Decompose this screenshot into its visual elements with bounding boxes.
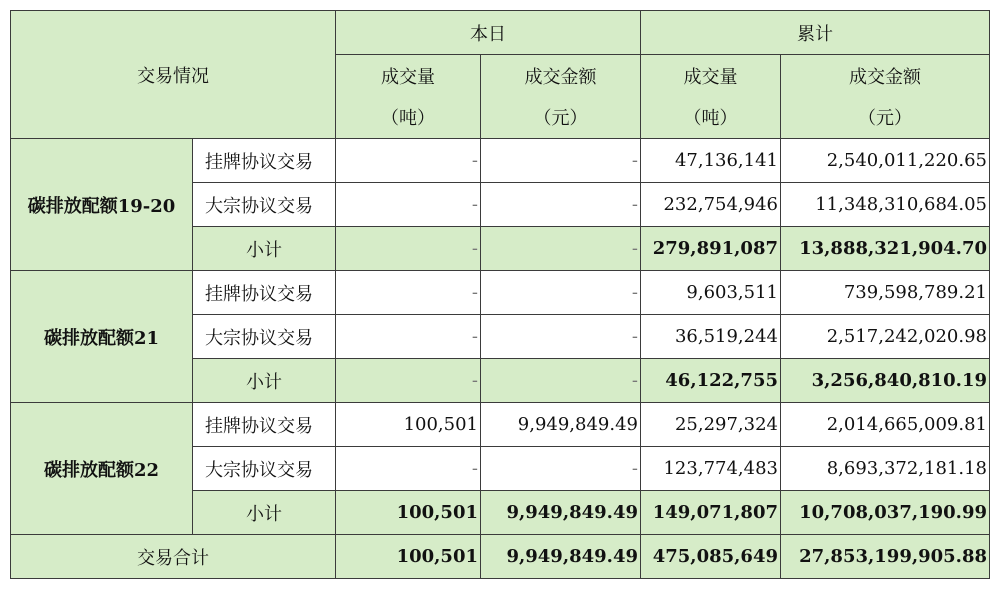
- today-amount: 9,949,849.49: [481, 403, 641, 447]
- trade-type: 大宗协议交易: [193, 447, 336, 491]
- today-volume: 100,501: [336, 491, 481, 535]
- header-today-amount-unit: （元）: [481, 97, 641, 139]
- total-row: [11, 535, 990, 579]
- cum-amount: 739,598,789.21: [781, 271, 990, 315]
- total-today-volume: 100,501: [336, 535, 481, 579]
- subtotal-label: 小计: [193, 227, 336, 271]
- header-trading-situation: 交易情况: [11, 11, 336, 139]
- today-amount: -: [481, 447, 641, 491]
- cum-amount: 2,014,665,009.81: [781, 403, 990, 447]
- header-cumulative: 累计: [641, 11, 990, 55]
- cum-volume: 9,603,511: [641, 271, 781, 315]
- today-volume: 100,501: [336, 403, 481, 447]
- cum-amount: 2,517,242,020.98: [781, 315, 990, 359]
- header-cum-amount: 成交金额: [781, 55, 990, 97]
- trade-type: 挂牌协议交易: [193, 139, 336, 183]
- trade-type: 挂牌协议交易: [193, 403, 336, 447]
- header-cum-volume-unit: （吨）: [641, 97, 781, 139]
- today-volume: -: [336, 447, 481, 491]
- cum-volume: 149,071,807: [641, 491, 781, 535]
- subtotal-label: 小计: [193, 359, 336, 403]
- cum-amount: 2,540,011,220.65: [781, 139, 990, 183]
- today-amount: -: [481, 315, 641, 359]
- trade-type: 挂牌协议交易: [193, 271, 336, 315]
- cum-amount: 3,256,840,810.19: [781, 359, 990, 403]
- today-volume: -: [336, 359, 481, 403]
- header-today: 本日: [336, 11, 641, 55]
- header-today-volume-unit: （吨）: [336, 97, 481, 139]
- cum-volume: 36,519,244: [641, 315, 781, 359]
- trade-type: 大宗协议交易: [193, 315, 336, 359]
- today-amount: -: [481, 183, 641, 227]
- today-volume: -: [336, 315, 481, 359]
- group-name: 碳排放配额19-20: [11, 139, 193, 271]
- today-volume: -: [336, 139, 481, 183]
- today-amount: -: [481, 271, 641, 315]
- cum-amount: 10,708,037,190.99: [781, 491, 990, 535]
- today-amount: 9,949,849.49: [481, 491, 641, 535]
- cum-volume: 279,891,087: [641, 227, 781, 271]
- total-cum-amount: 27,853,199,905.88: [781, 535, 990, 579]
- today-volume: -: [336, 183, 481, 227]
- cum-amount: 8,693,372,181.18: [781, 447, 990, 491]
- today-amount: -: [481, 359, 641, 403]
- header-today-amount: 成交金额: [481, 55, 641, 97]
- cum-volume: 46,122,755: [641, 359, 781, 403]
- today-amount: -: [481, 227, 641, 271]
- group-name: 碳排放配额22: [11, 403, 193, 535]
- carbon-trading-table: [10, 10, 990, 579]
- header-cum-amount-unit: （元）: [781, 97, 990, 139]
- group-name: 碳排放配额21: [11, 271, 193, 403]
- cum-volume: 47,136,141: [641, 139, 781, 183]
- subtotal-label: 小计: [193, 491, 336, 535]
- header-today-volume: 成交量: [336, 55, 481, 97]
- table-row: [11, 403, 990, 447]
- table-row: [11, 139, 990, 183]
- today-volume: -: [336, 271, 481, 315]
- cum-amount: 11,348,310,684.05: [781, 183, 990, 227]
- cum-volume: 232,754,946: [641, 183, 781, 227]
- table-row: [11, 271, 990, 315]
- cum-volume: 123,774,483: [641, 447, 781, 491]
- today-volume: -: [336, 227, 481, 271]
- cum-volume: 25,297,324: [641, 403, 781, 447]
- total-label: 交易合计: [11, 535, 336, 579]
- cum-amount: 13,888,321,904.70: [781, 227, 990, 271]
- trade-type: 大宗协议交易: [193, 183, 336, 227]
- total-today-amount: 9,949,849.49: [481, 535, 641, 579]
- total-cum-volume: 475,085,649: [641, 535, 781, 579]
- header-cum-volume: 成交量: [641, 55, 781, 97]
- today-amount: -: [481, 139, 641, 183]
